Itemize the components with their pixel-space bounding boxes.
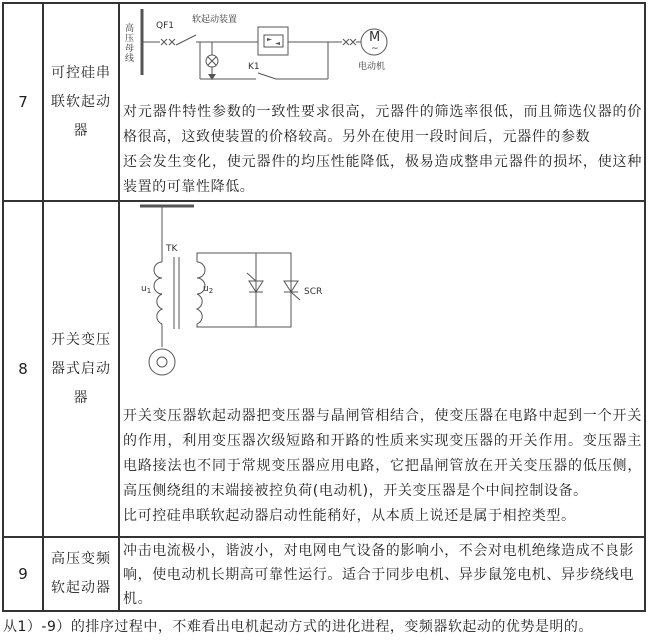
row8-description	[120, 404, 644, 529]
row8-content-cell	[120, 202, 644, 538]
closing-remark: 从1）-9）的排序过程中，不难看出电机起动方式的进化进程，变频器软起动的优势是明的。	[3, 619, 593, 635]
bypass-blade	[258, 73, 276, 79]
switch-transformer-circuit-diagram	[120, 202, 420, 404]
primary-winding	[154, 262, 162, 324]
row8-number-cell	[4, 202, 44, 538]
row-number: 8	[18, 360, 28, 378]
bypass-switch-label: K1	[248, 62, 260, 72]
gate-line	[247, 273, 256, 281]
row7-description	[120, 100, 644, 200]
paragraph: 冲击电流极小，谐波小，对电网电气设备的影响小，不会对电机绝缘造成不良影响，使电动机长期高可靠性运行。适合于同步电机、异步鼠笼电机、异步绕线电机。	[123, 543, 634, 607]
row-number: 7	[18, 93, 28, 111]
row9-description	[120, 538, 644, 610]
paragraph: 还会发生变化，使元器件的均压性能降低，极易造成整串元器件的损坏，使这种装置的可靠性降低。	[123, 154, 642, 195]
breaker-label: QF1	[156, 21, 174, 31]
scr-label: SCR	[304, 287, 323, 297]
circuit-lines	[120, 202, 420, 404]
motor-ac-wave: ~	[371, 44, 379, 54]
breaker-contact-marks	[161, 39, 175, 45]
motor-letter: M	[369, 30, 381, 45]
primary-voltage-label: $u_1$	[141, 284, 152, 295]
load-inner-circle	[157, 357, 167, 367]
load-circle	[149, 349, 175, 375]
row8-name-cell	[44, 202, 120, 538]
transformer-core-label: TK	[166, 244, 178, 254]
scr-series-circuit-diagram	[120, 4, 644, 100]
disconnect-marks	[343, 39, 356, 45]
hv-bus-label: 高压母线	[123, 23, 133, 63]
secondary-voltage-label: $u_2$	[203, 284, 214, 295]
starter-comparison-table	[2, 2, 646, 612]
starter-name: 可控硅串联软起动器	[51, 64, 111, 139]
starter-name: 高压变频软起动器	[51, 551, 111, 596]
breaker-blade	[176, 35, 196, 45]
row9-name-cell	[44, 538, 120, 610]
row7-name-cell	[44, 4, 120, 202]
gate-line	[291, 292, 300, 300]
row7-content-cell	[120, 4, 644, 202]
paragraph: 比可控硅串联软起动器启动性能稍好，从本质上说还是属于相控类型。	[123, 508, 576, 524]
row9-number-cell	[4, 538, 44, 610]
row9-content-cell	[120, 538, 644, 610]
row7-number-cell	[4, 4, 44, 202]
soft-starter-label: 软起动装置	[192, 15, 238, 25]
starter-name: 开关变压器式启动器	[51, 331, 111, 406]
row-number: 9	[18, 565, 28, 583]
motor-label: 电动机	[358, 62, 386, 72]
paragraph: 对元器件特性参数的一致性要求很高，元器件的筛选率很低，而且筛选仪器的价格很高，这致使装置的价格较高。另外在使用一段时间后，元器件的参数	[123, 104, 642, 145]
paragraph: 开关变压器软起动器把变压器与晶闸管相结合，使变压器在电路中起到一个开关的作用，利用变压器次级短路和开路的性质来实现变压器的开关作用。变压器主电路接法也不同于常规变压器应用电路，它把晶闸管放在开关变压器的低压侧，高压侧绕组的末端接被控负荷(电动机)，开关变压器是个中间控制设备。	[123, 408, 642, 499]
